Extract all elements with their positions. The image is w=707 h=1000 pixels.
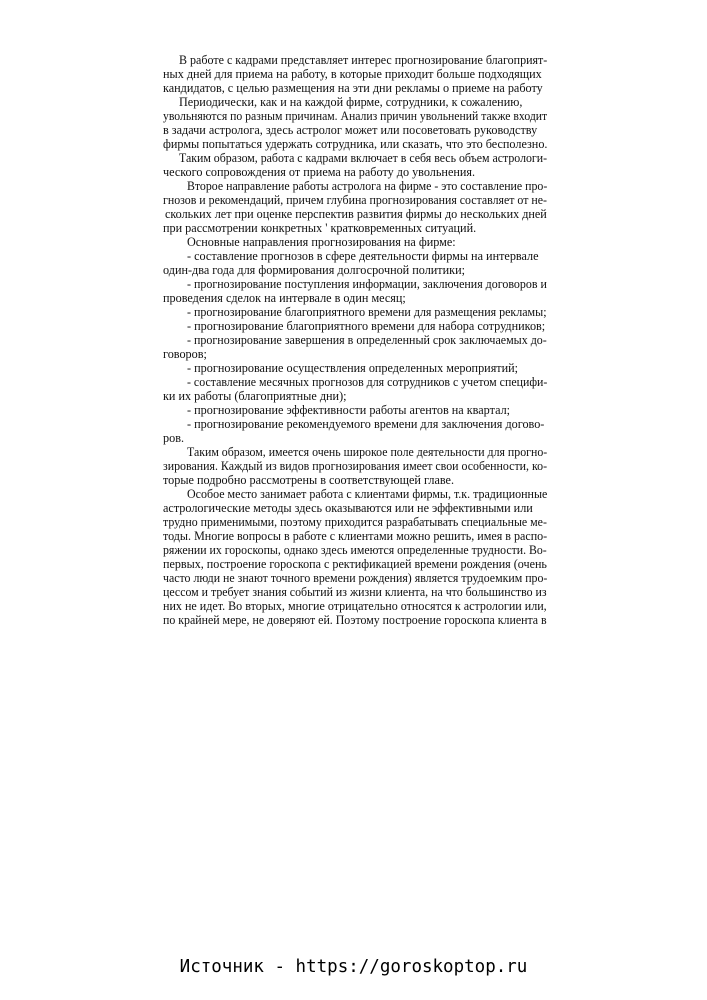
text-line: них не идет. Во вторых, многие отрицательно относятся к астрологии или, <box>163 599 547 613</box>
text-line: - прогнозирование осуществления определенных мероприятий; <box>187 361 519 375</box>
text-line: по крайней мере, не доверяют ей. Поэтому построение гороскопа клиента в <box>163 613 547 627</box>
text-line: - составление прогнозов в сфере деятельности фирмы на интервале <box>187 249 539 263</box>
text-line: Периодически, как и на каждой фирме, сотрудники, к сожалению, <box>179 95 523 109</box>
text-line: Второе направление работы астролога на фирме - это составление про- <box>187 179 548 193</box>
text-line: ных дней для приема на работу, в которые приходит больше подходящих <box>163 67 542 81</box>
text-line: - прогнозирование благоприятного времени для размещения рекламы; <box>187 305 547 319</box>
text-line: Основные направления прогнозирования на фирме: <box>187 235 456 249</box>
text-line: В работе с кадрами представляет интерес прогнозирование благоприят- <box>179 53 548 67</box>
text-line: ряжении их гороскопы, однако здесь имеются определенные трудности. Во- <box>163 543 547 557</box>
text-line: - прогнозирование завершения в определенный срок заключаемых до- <box>187 333 547 347</box>
text-line: фирмы попытаться удержать сотрудника, или сказать, что это бесполезно. <box>163 137 548 151</box>
text-line: при рассмотрении конкретных ' кратковременных ситуаций. <box>163 221 477 235</box>
text-line: Таким образом, работа с кадрами включает в себя весь объем астрологи- <box>179 151 548 165</box>
text-line: Особое место занимает работа с клиентами фирмы, т.к. традиционные <box>187 487 548 501</box>
text-line: ки их работы (благоприятные дни); <box>163 389 347 403</box>
text-line: - составление месячных прогнозов для сотрудников с учетом специфи- <box>187 375 548 389</box>
text-line: ров. <box>163 431 184 445</box>
text-line: - прогнозирование рекомендуемого времени для заключения догово- <box>187 417 545 431</box>
text-line: - прогнозирование поступления информации, заключения договоров и <box>187 277 547 291</box>
text-line: первых, построение гороскопа с ректификацией времени рождения (очень <box>163 557 547 571</box>
text-line: увольняются по разным причинам. Анализ причин увольнений также входит <box>163 109 548 123</box>
text-line: астрологические методы здесь оказываются или не эффективными или <box>163 501 533 515</box>
text-line: один-два года для формирования долгосрочной политики; <box>163 263 465 277</box>
text-line: тоды. Многие вопросы в работе с клиентами можно решить, имея в распо- <box>163 529 548 543</box>
text-line: торые подробно рассмотрены в соответствующей главе. <box>163 473 454 487</box>
text-line: - прогнозирование благоприятного времени для набора сотрудников; <box>187 319 546 333</box>
text-line: ческого сопровождения от приема на работу до увольнения. <box>163 165 476 179</box>
text-line: Таким образом, имеется очень широкое поле деятельности для прогно- <box>187 445 548 459</box>
text-line: скольких лет при оценке перспектив развития фирмы до нескольких дней <box>165 207 547 221</box>
text-line: цессом и требует знания событий из жизни клиента, на что большинство из <box>163 585 547 599</box>
text-line: часто люди не знают точного времени рождения) является трудоемким про- <box>163 571 548 585</box>
source-footer: Источник - https://goroskoptop.ru <box>179 957 528 977</box>
text-line: проведения сделок на интервале в один месяц; <box>163 291 406 305</box>
text-line: трудно применимыми, поэтому приходится разрабатывать специальные ме- <box>163 515 547 529</box>
text-line: зирования. Каждый из видов прогнозирования имеет свои особенности, ко- <box>163 459 548 473</box>
text-line: гнозов и рекомендаций, причем глубина прогнозирования составляет от не- <box>163 193 547 207</box>
text-line: - прогнозирование эффективности работы агентов на квартал; <box>187 403 511 417</box>
text-line: в задачи астролога, здесь астролог может или посоветовать руководству <box>163 123 538 137</box>
text-line: говоров; <box>163 347 207 361</box>
text-line: кандидатов, с целью размещения на эти дни рекламы о приеме на работу <box>163 81 543 95</box>
